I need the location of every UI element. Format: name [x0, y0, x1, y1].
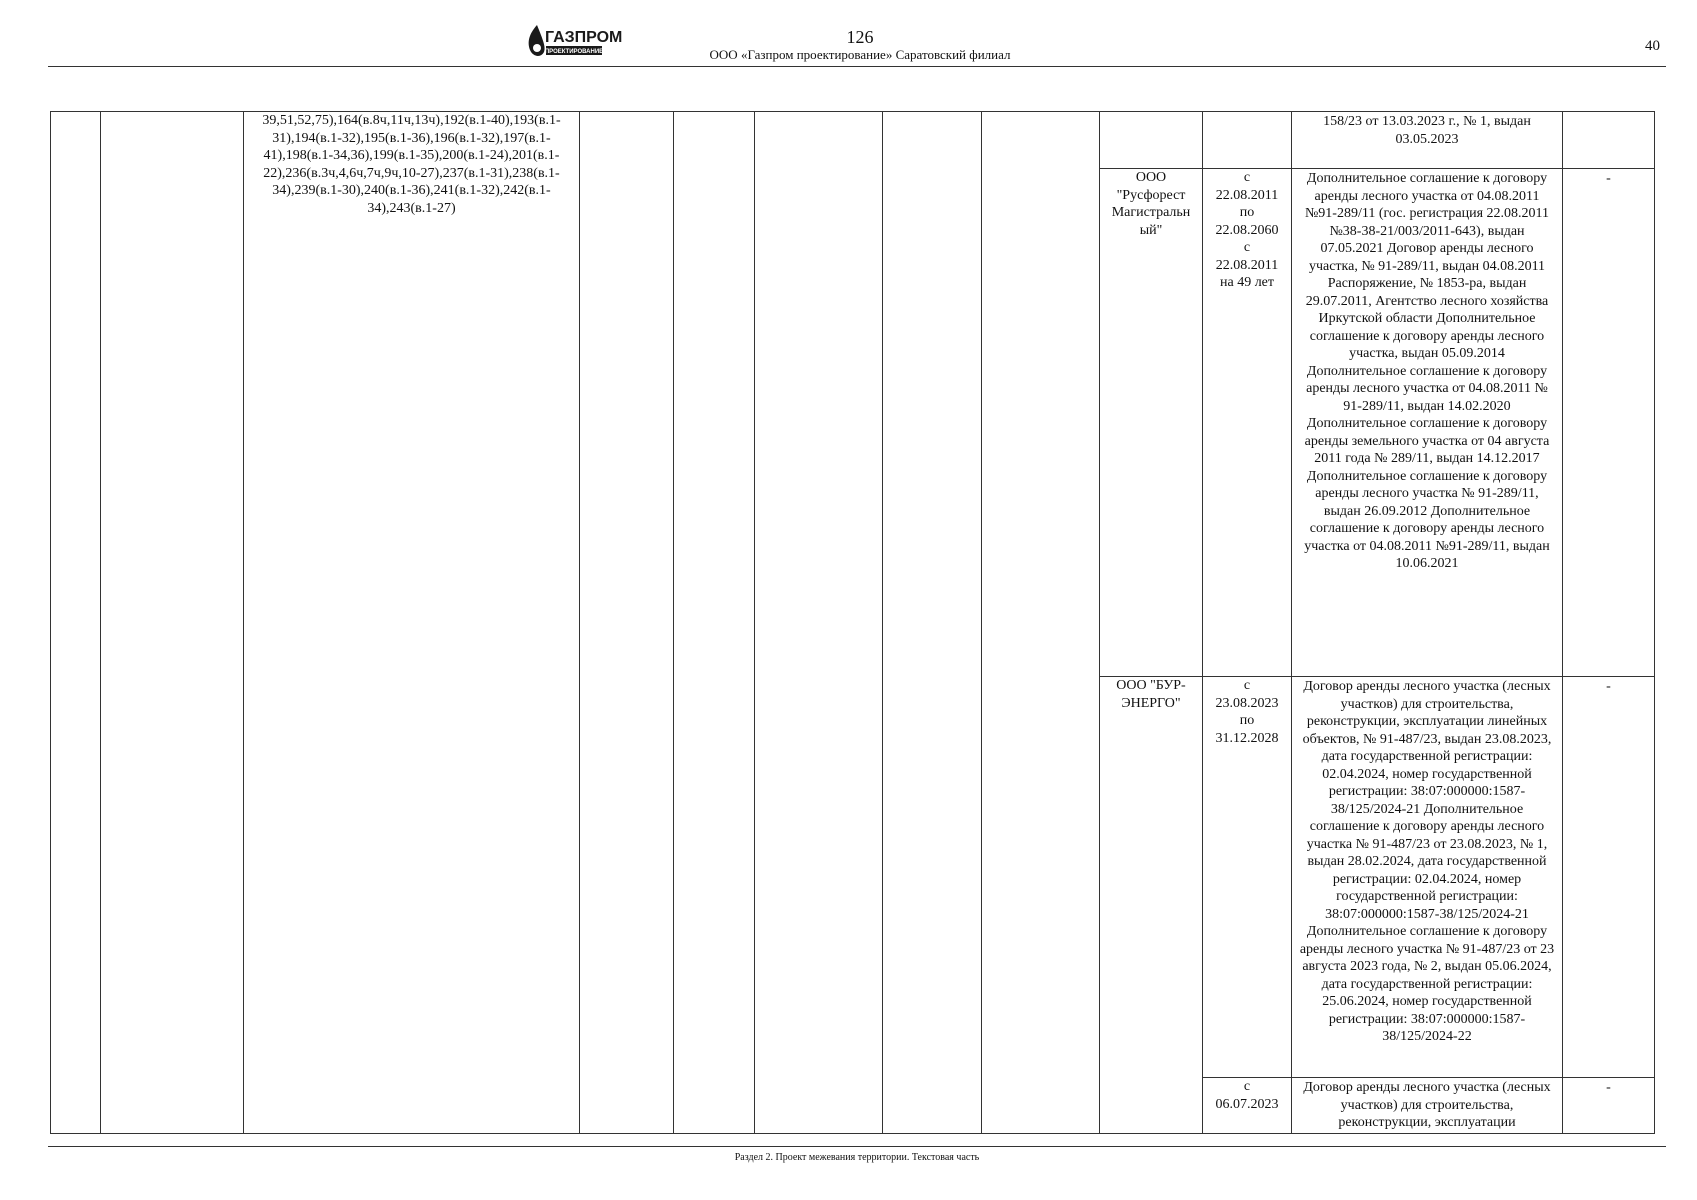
period-cell: с 06.07.2023: [1203, 1078, 1292, 1134]
holder-cell: [1100, 112, 1203, 169]
logo-text: ГАЗПРОМ: [545, 29, 623, 46]
note-cell: -: [1563, 169, 1655, 677]
cell-empty: [580, 112, 674, 1134]
period-cell: с 23.08.2023 по 31.12.2028: [1203, 677, 1292, 1078]
gazprom-logo: [524, 22, 623, 62]
cell-empty: [51, 112, 101, 1134]
organization-name: ООО «Газпром проектирование» Саратовский филиал: [709, 47, 1011, 62]
document-cell: Дополнительное соглашение к договору аренды лесного участка от 04.08.2011 №91-289/11 (гос. регистрация 22.08.2011 №38-38-21/003/2011-643), выдан 07.05.2021 Договор аренды лесного участка, № 91-289/11, выдан 04.08.2011 Распоряжение, № 1853-ра, выдан 29.07.2011, Агентство лесного хозяйства Иркутской области Дополнительное соглашение к договору аренды лесного участка, выдан 05.09.2014 Дополнительное соглашение к договору аренды лесного участка от 04.08.2011 № 91-289/11, выдан 14.02.2020 Дополнительное соглашение к договору аренды земельного участка от 04 августа 2011 года № 289/11, выдан 14.12.2017 Дополнительное соглашение к договору аренды лесного участка № 91-289/11, выдан 26.09.2012 Дополнительное соглашение к договору аренды лесного участка от 04.08.2011 №91-289/11, выдан 10.06.2021: [1292, 169, 1563, 677]
document-cell: Договор аренды лесного участка (лесных участков) для строительства, реконструкции, эксплуатации: [1292, 1078, 1563, 1134]
document-cell: Договор аренды лесного участка (лесных участков) для строительства, реконструкции, эксплуатации линейных объектов, № 91-487/23, выдан 23.08.2023, дата государственной регистрации: 02.04.2024, номер государственной регистрации: 38:07:000000:1587-38/125/2024-21 Дополнительное соглашение к договору аренды лесного участка № 91-487/23 от 23.08.2023, № 1, выдан 28.02.2024, дата государственной регистрации: 02.04.2024, номер государственной регистрации: 38:07:000000:1587-38/125/2024-21 Дополнительное соглашение к договору аренды лесного участка № 91-487/23 от 23 августа 2023 года, № 2, выдан 05.06.2024, дата государственной регистрации: 25.06.2024, номер государственной регистрации: 38:07:000000:1587-38/125/2024-22: [1292, 677, 1563, 1078]
holder-cell: ООО "БУР-ЭНЕРГО": [1100, 677, 1203, 1134]
page-number: 126: [846, 27, 874, 47]
cell-empty: [101, 112, 244, 1134]
land-plot-table: [50, 111, 1655, 1134]
header-rule: [48, 66, 1666, 67]
sheet-number: 40: [1645, 38, 1660, 54]
cell-empty: [755, 112, 883, 1134]
cell-empty: [982, 112, 1100, 1134]
holder-cell: ООО "Русфорест Магистральный": [1100, 169, 1203, 677]
note-cell: -: [1563, 1078, 1655, 1134]
document-cell: 158/23 от 13.03.2023 г., № 1, выдан 03.05.2023: [1292, 112, 1563, 169]
period-cell: [1203, 112, 1292, 169]
cell-empty: [674, 112, 755, 1134]
footer-rule: [48, 1146, 1666, 1147]
quarters-cell: 39,51,52,75),164(в.8ч,11ч,13ч),192(в.1-40),193(в.1-31),194(в.1-32),195(в.1-36),196(в.1-32),197(в.1-41),198(в.1-34,36),199(в.1-35),200(в.1-24),201(в.1-22),236(в.3ч,4,6ч,7ч,9ч,10-27),237(в.1-31),238(в.1-34),239(в.1-30),240(в.1-36),241(в.1-32),242(в.1-34),243(в.1-27): [244, 112, 580, 1134]
cell-empty: [883, 112, 982, 1134]
note-cell: [1563, 112, 1655, 169]
logo-subtext: ПРОЕКТИРОВАНИЕ: [544, 49, 604, 55]
note-cell: -: [1563, 677, 1655, 1078]
period-cell: с 22.08.2011 по 22.08.2060 с 22.08.2011 на 49 лет: [1203, 169, 1292, 677]
table-row: [51, 112, 1655, 169]
footer-text: Раздел 2. Проект межевания территории. Текстовая часть: [734, 1152, 980, 1163]
